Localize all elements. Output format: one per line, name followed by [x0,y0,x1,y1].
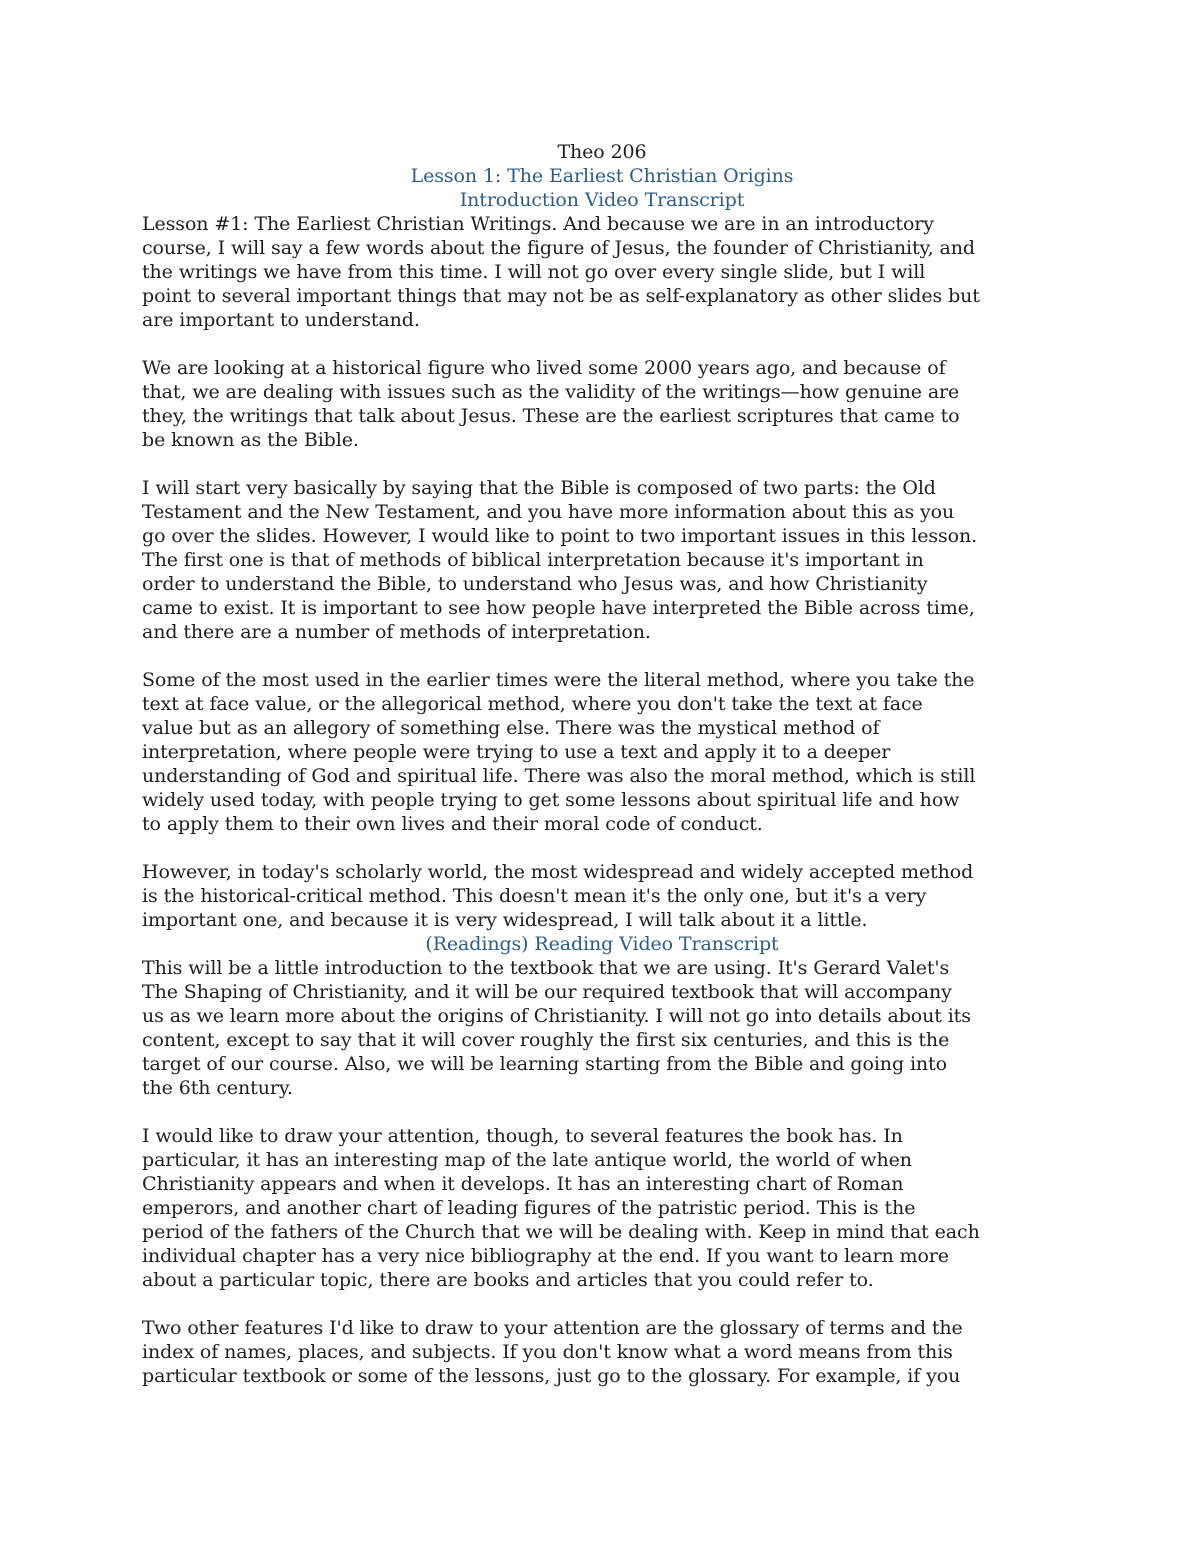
intro-paragraph-5 [142,860,1062,932]
paragraph-gap [142,1292,1062,1316]
text-line: are important to understand. [142,309,420,331]
intro-paragraph-3 [142,476,1062,644]
readings-paragraph-3 [142,1316,1062,1388]
text-line: The first one is that of methods of biblical interpretation because it's important in [142,549,924,571]
text-line: us as we learn more about the origins of Christianity. I will not go into details about its [142,1005,971,1027]
text-line: they, the writings that talk about Jesus. These are the earliest scriptures that came to [142,405,960,427]
text-line: particular textbook or some of the lessons, just go to the glossary. For example, if you [142,1365,961,1387]
intro-paragraph-4 [142,668,1062,836]
text-line: Testament and the New Testament, and you have more information about this as you [142,501,955,523]
text-line: text at face value, or the allegorical method, where you don't take the text at face [142,693,923,715]
text-line: to apply them to their own lives and their moral code of conduct. [142,813,763,835]
text-line: that, we are dealing with issues such as the validity of the writings—how genuine are [142,381,960,403]
intro-heading: Introduction Video Transcript [459,189,745,211]
paragraph-gap [142,644,1062,668]
course-code: Theo 206 [557,141,647,163]
paragraph-gap [142,836,1062,860]
document-page [142,140,1062,1388]
paragraph-gap [142,452,1062,476]
text-line: However, in today's scholarly world, the most widespread and widely accepted method [142,861,974,883]
text-line: This will be a little introduction to the textbook that we are using. It's Gerard Valet's [142,957,950,979]
text-line: Christianity appears and when it develops. It has an interesting chart of Roman [142,1173,904,1195]
text-line: emperors, and another chart of leading figures of the patristic period. This is the [142,1197,916,1219]
text-line: target of our course. Also, we will be learning starting from the Bible and going into [142,1053,947,1075]
lesson-title: Lesson 1: The Earliest Christian Origins [410,165,794,187]
text-line: Two other features I'd like to draw to your attention are the glossary of terms and the [142,1317,963,1339]
text-line: the 6th century. [142,1077,293,1099]
text-line: order to understand the Bible, to understand who Jesus was, and how Christianity [142,573,928,595]
text-line: and there are a number of methods of interpretation. [142,621,651,643]
text-line: I would like to draw your attention, though, to several features the book has. In [142,1125,903,1147]
intro-paragraph-2 [142,356,1062,452]
text-line: period of the fathers of the Church that we will be dealing with. Keep in mind that each [142,1221,980,1243]
text-line: is the historical-critical method. This doesn't mean it's the only one, but it's a very [142,885,927,907]
intro-paragraph-1 [142,212,1062,332]
paragraph-gap [142,1100,1062,1124]
paragraph-gap [142,332,1062,356]
text-line: course, I will say a few words about the figure of Jesus, the founder of Christianity, and [142,237,975,259]
text-line: particular, it has an interesting map of the late antique world, the world of when [142,1149,912,1171]
readings-paragraph-2 [142,1124,1062,1292]
readings-heading: (Readings) Reading Video Transcript [425,933,779,955]
text-line: widely used today, with people trying to get some lessons about spiritual life and how [142,789,960,811]
text-line: content, except to say that it will cover roughly the first six centuries, and this is the [142,1029,950,1051]
text-line: We are looking at a historical figure who lived some 2000 years ago, and because of [142,357,946,379]
text-line: came to exist. It is important to see how people have interpreted the Bible across time, [142,597,975,619]
text-line: be known as the Bible. [142,429,359,451]
text-line: the writings we have from this time. I will not go over every single slide, but I will [142,261,926,283]
text-line: The Shaping of Christianity, and it will be our required textbook that will accompany [142,981,952,1003]
text-line: point to several important things that may not be as self-explanatory as other slides but [142,285,980,307]
text-line: value but as an allegory of something else. There was the mystical method of [142,717,880,739]
text-line: understanding of God and spiritual life. There was also the moral method, which is still [142,765,976,787]
text-line: Some of the most used in the earlier times were the literal method, where you take the [142,669,975,691]
text-line: interpretation, where people were trying to use a text and apply it to a deeper [142,741,891,763]
text-line: about a particular topic, there are books and articles that you could refer to. [142,1269,874,1291]
text-line: go over the slides. However, I would like to point to two important issues in this lesson. [142,525,978,547]
text-line: I will start very basically by saying that the Bible is composed of two parts: the Old [142,477,936,499]
text-line: individual chapter has a very nice bibliography at the end. If you want to learn more [142,1245,949,1267]
readings-paragraph-1 [142,956,1062,1100]
text-line: important one, and because it is very widespread, I will talk about it a little. [142,909,868,931]
text-line: Lesson #1: The Earliest Christian Writings. And because we are in an introductory [142,213,934,235]
text-line: index of names, places, and subjects. If you don't know what a word means from this [142,1341,953,1363]
